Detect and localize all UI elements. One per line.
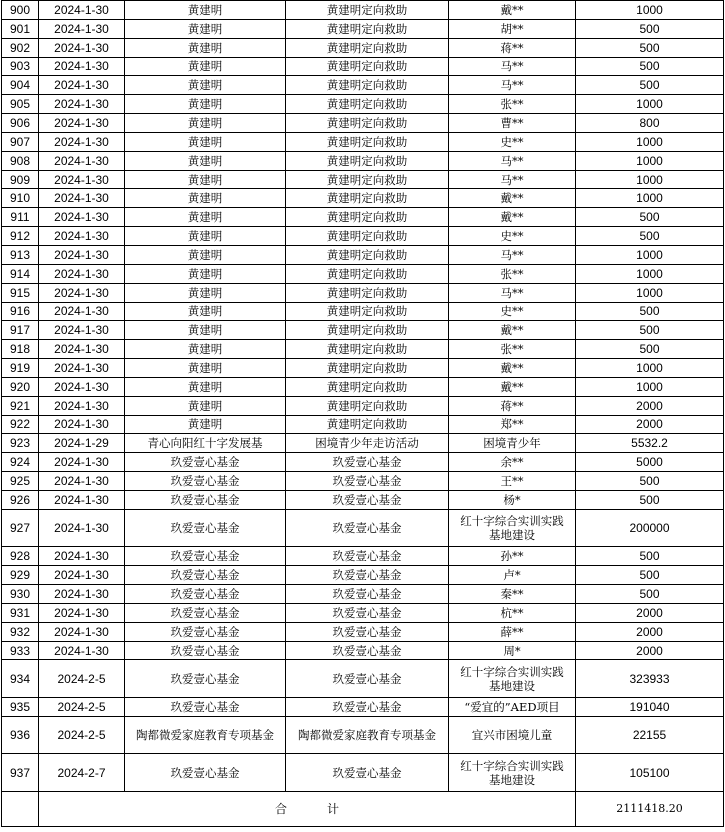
row-project: 黄建明定向救助 xyxy=(286,38,449,57)
row-organization: 黄建明 xyxy=(125,208,286,227)
row-number: 922 xyxy=(2,415,39,434)
row-organization: 黄建明 xyxy=(125,302,286,321)
row-amount: 105100 xyxy=(576,754,724,792)
row-amount: 500 xyxy=(576,227,724,246)
row-amount: 1000 xyxy=(576,359,724,378)
row-amount: 200000 xyxy=(576,509,724,547)
row-date: 2024-1-30 xyxy=(39,321,125,340)
table-row xyxy=(2,698,724,717)
row-project: 玖爱壹心基金 xyxy=(286,490,449,509)
row-number: 912 xyxy=(2,227,39,246)
table-row xyxy=(2,585,724,604)
row-organization: 黄建明 xyxy=(125,340,286,359)
table-row xyxy=(2,754,724,792)
table-row xyxy=(2,170,724,189)
row-organization: 黄建明 xyxy=(125,151,286,170)
row-organization: 黄建明 xyxy=(125,227,286,246)
row-organization: 黄建明 xyxy=(125,76,286,95)
row-recipient: 孙** xyxy=(449,547,576,566)
row-recipient: 红十字综合实训实践基地建设 xyxy=(449,754,576,792)
row-recipient: 王** xyxy=(449,472,576,491)
row-project: 玖爱壹心基金 xyxy=(286,547,449,566)
table-row xyxy=(2,1,724,20)
row-amount: 800 xyxy=(576,114,724,133)
row-project: 玖爱壹心基金 xyxy=(286,509,449,547)
row-organization: 黄建明 xyxy=(125,245,286,264)
row-date: 2024-1-30 xyxy=(39,340,125,359)
row-project: 黄建明定向救助 xyxy=(286,1,449,20)
row-recipient: 蒋** xyxy=(449,396,576,415)
row-project: 玖爱壹心基金 xyxy=(286,603,449,622)
row-date: 2024-1-30 xyxy=(39,566,125,585)
row-number: 907 xyxy=(2,132,39,151)
table-row xyxy=(2,227,724,246)
table-row xyxy=(2,340,724,359)
row-number: 929 xyxy=(2,566,39,585)
row-organization: 黄建明 xyxy=(125,264,286,283)
row-project: 黄建明定向救助 xyxy=(286,264,449,283)
row-number: 937 xyxy=(2,754,39,792)
table-row xyxy=(2,453,724,472)
row-recipient: 马** xyxy=(449,170,576,189)
total-blank-cell xyxy=(2,792,39,827)
row-project: 玖爱壹心基金 xyxy=(286,453,449,472)
row-amount: 500 xyxy=(576,38,724,57)
row-organization: 黄建明 xyxy=(125,377,286,396)
row-number: 903 xyxy=(2,57,39,76)
row-number: 926 xyxy=(2,490,39,509)
table-row xyxy=(2,509,724,547)
row-organization: 黄建明 xyxy=(125,57,286,76)
row-date: 2024-1-30 xyxy=(39,264,125,283)
row-date: 2024-1-30 xyxy=(39,114,125,133)
row-organization: 黄建明 xyxy=(125,38,286,57)
row-project: 黄建明定向救助 xyxy=(286,95,449,114)
total-label-b: 计 xyxy=(327,802,340,817)
row-amount: 5000 xyxy=(576,453,724,472)
row-amount: 2000 xyxy=(576,622,724,641)
row-project: 黄建明定向救助 xyxy=(286,170,449,189)
table-row xyxy=(2,415,724,434)
row-amount: 5532.2 xyxy=(576,434,724,453)
row-organization: 玖爱壹心基金 xyxy=(125,698,286,717)
row-project: 黄建明定向救助 xyxy=(286,151,449,170)
row-date: 2024-1-30 xyxy=(39,227,125,246)
row-date: 2024-1-29 xyxy=(39,434,125,453)
row-organization: 玖爱壹心基金 xyxy=(125,754,286,792)
row-project: 黄建明定向救助 xyxy=(286,283,449,302)
table-row xyxy=(2,302,724,321)
row-number: 908 xyxy=(2,151,39,170)
table-row xyxy=(2,641,724,660)
row-amount: 1000 xyxy=(576,189,724,208)
row-organization: 黄建明 xyxy=(125,19,286,38)
row-recipient: 张** xyxy=(449,264,576,283)
row-organization: 玖爱壹心基金 xyxy=(125,509,286,547)
row-project: 黄建明定向救助 xyxy=(286,189,449,208)
table-row xyxy=(2,490,724,509)
row-date: 2024-1-30 xyxy=(39,38,125,57)
table-row xyxy=(2,95,724,114)
row-number: 923 xyxy=(2,434,39,453)
row-project: 黄建明定向救助 xyxy=(286,114,449,133)
row-organization: 玖爱壹心基金 xyxy=(125,641,286,660)
row-number: 930 xyxy=(2,585,39,604)
row-number: 901 xyxy=(2,19,39,38)
row-recipient: 戴** xyxy=(449,321,576,340)
row-project: 黄建明定向救助 xyxy=(286,321,449,340)
row-organization: 黄建明 xyxy=(125,170,286,189)
row-date: 2024-2-5 xyxy=(39,698,125,717)
row-amount: 2000 xyxy=(576,396,724,415)
row-recipient: 郑** xyxy=(449,415,576,434)
row-recipient: 张** xyxy=(449,95,576,114)
table-row xyxy=(2,377,724,396)
row-amount: 500 xyxy=(576,76,724,95)
total-row xyxy=(2,792,724,827)
row-number: 934 xyxy=(2,660,39,698)
row-date: 2024-1-30 xyxy=(39,132,125,151)
row-organization: 黄建明 xyxy=(125,283,286,302)
row-amount: 2000 xyxy=(576,641,724,660)
row-number: 932 xyxy=(2,622,39,641)
row-number: 921 xyxy=(2,396,39,415)
row-date: 2024-1-30 xyxy=(39,302,125,321)
row-organization: 玖爱壹心基金 xyxy=(125,622,286,641)
row-recipient: 秦** xyxy=(449,585,576,604)
row-number: 933 xyxy=(2,641,39,660)
row-recipient: 史** xyxy=(449,302,576,321)
row-amount: 500 xyxy=(576,585,724,604)
row-project: 玖爱壹心基金 xyxy=(286,566,449,585)
row-recipient: 薛** xyxy=(449,622,576,641)
table-row xyxy=(2,547,724,566)
row-number: 906 xyxy=(2,114,39,133)
row-project: 黄建明定向救助 xyxy=(286,132,449,151)
row-date: 2024-1-30 xyxy=(39,641,125,660)
row-recipient: 戴** xyxy=(449,189,576,208)
row-project: 玖爱壹心基金 xyxy=(286,698,449,717)
row-amount: 1000 xyxy=(576,245,724,264)
row-number: 925 xyxy=(2,472,39,491)
row-number: 924 xyxy=(2,453,39,472)
row-project: 黄建明定向救助 xyxy=(286,227,449,246)
row-number: 918 xyxy=(2,340,39,359)
row-organization: 黄建明 xyxy=(125,1,286,20)
row-project: 黄建明定向救助 xyxy=(286,57,449,76)
row-recipient: 史** xyxy=(449,132,576,151)
row-recipient: 卢* xyxy=(449,566,576,585)
row-date: 2024-1-30 xyxy=(39,359,125,378)
row-date: 2024-1-30 xyxy=(39,245,125,264)
row-amount: 500 xyxy=(576,57,724,76)
row-date: 2024-1-30 xyxy=(39,208,125,227)
row-amount: 500 xyxy=(576,566,724,585)
row-recipient: 马** xyxy=(449,151,576,170)
row-amount: 1000 xyxy=(576,170,724,189)
row-recipient: 戴** xyxy=(449,1,576,20)
row-date: 2024-1-30 xyxy=(39,490,125,509)
row-number: 914 xyxy=(2,264,39,283)
row-organization: 黄建明 xyxy=(125,189,286,208)
row-date: 2024-1-30 xyxy=(39,396,125,415)
row-number: 936 xyxy=(2,716,39,754)
row-amount: 1000 xyxy=(576,132,724,151)
row-project: 玖爱壹心基金 xyxy=(286,472,449,491)
table-row xyxy=(2,603,724,622)
row-organization: 玖爱壹心基金 xyxy=(125,472,286,491)
table-body xyxy=(2,1,724,827)
row-amount: 500 xyxy=(576,321,724,340)
row-organization: 黄建明 xyxy=(125,132,286,151)
row-recipient: 马** xyxy=(449,76,576,95)
table-row xyxy=(2,245,724,264)
row-project: 玖爱壹心基金 xyxy=(286,641,449,660)
row-project: 黄建明定向救助 xyxy=(286,208,449,227)
row-number: 904 xyxy=(2,76,39,95)
row-organization: 黄建明 xyxy=(125,321,286,340)
row-project: 黄建明定向救助 xyxy=(286,76,449,95)
row-number: 916 xyxy=(2,302,39,321)
row-amount: 2000 xyxy=(576,415,724,434)
table-row xyxy=(2,208,724,227)
row-amount: 1000 xyxy=(576,151,724,170)
row-number: 911 xyxy=(2,208,39,227)
row-date: 2024-1-30 xyxy=(39,170,125,189)
row-organization: 黄建明 xyxy=(125,114,286,133)
row-amount: 191040 xyxy=(576,698,724,717)
row-amount: 500 xyxy=(576,302,724,321)
row-project: 玖爱壹心基金 xyxy=(286,660,449,698)
table-row xyxy=(2,189,724,208)
row-date: 2024-2-7 xyxy=(39,754,125,792)
row-date: 2024-2-5 xyxy=(39,660,125,698)
row-date: 2024-2-5 xyxy=(39,716,125,754)
row-recipient: “爱宜的”AED项目 xyxy=(449,698,576,717)
row-recipient: 张** xyxy=(449,340,576,359)
row-organization: 黄建明 xyxy=(125,95,286,114)
table-row xyxy=(2,622,724,641)
row-date: 2024-1-30 xyxy=(39,57,125,76)
row-recipient: 胡** xyxy=(449,19,576,38)
row-project: 玖爱壹心基金 xyxy=(286,754,449,792)
row-number: 935 xyxy=(2,698,39,717)
row-organization: 黄建明 xyxy=(125,415,286,434)
row-amount: 323933 xyxy=(576,660,724,698)
row-recipient: 杨* xyxy=(449,490,576,509)
row-amount: 2000 xyxy=(576,603,724,622)
row-amount: 22155 xyxy=(576,716,724,754)
table-row xyxy=(2,132,724,151)
row-number: 931 xyxy=(2,603,39,622)
row-recipient: 戴** xyxy=(449,377,576,396)
row-amount: 500 xyxy=(576,547,724,566)
row-organization: 玖爱壹心基金 xyxy=(125,547,286,566)
row-date: 2024-1-30 xyxy=(39,453,125,472)
row-number: 900 xyxy=(2,1,39,20)
row-organization: 陶都微爱家庭教育专项基金 xyxy=(125,716,286,754)
row-date: 2024-1-30 xyxy=(39,585,125,604)
row-date: 2024-1-30 xyxy=(39,1,125,20)
row-recipient: 红十字综合实训实践基地建设 xyxy=(449,509,576,547)
table-row xyxy=(2,57,724,76)
row-number: 915 xyxy=(2,283,39,302)
row-recipient: 戴** xyxy=(449,208,576,227)
row-amount: 1000 xyxy=(576,264,724,283)
row-project: 黄建明定向救助 xyxy=(286,377,449,396)
row-number: 927 xyxy=(2,509,39,547)
row-project: 玖爱壹心基金 xyxy=(286,622,449,641)
row-recipient: 马** xyxy=(449,57,576,76)
table-row xyxy=(2,283,724,302)
row-amount: 500 xyxy=(576,19,724,38)
row-project: 黄建明定向救助 xyxy=(286,415,449,434)
total-label-a: 合 xyxy=(274,802,287,817)
row-organization: 玖爱壹心基金 xyxy=(125,660,286,698)
total-amount: 2111418.20 xyxy=(576,792,724,827)
row-project: 黄建明定向救助 xyxy=(286,396,449,415)
donation-table xyxy=(1,0,724,827)
row-date: 2024-1-30 xyxy=(39,76,125,95)
table-row xyxy=(2,434,724,453)
row-amount: 1000 xyxy=(576,95,724,114)
row-date: 2024-1-30 xyxy=(39,547,125,566)
row-project: 黄建明定向救助 xyxy=(286,340,449,359)
row-number: 919 xyxy=(2,359,39,378)
table-row xyxy=(2,660,724,698)
row-recipient: 周* xyxy=(449,641,576,660)
table-row xyxy=(2,359,724,378)
table-row xyxy=(2,38,724,57)
table-row xyxy=(2,114,724,133)
row-recipient: 史** xyxy=(449,227,576,246)
row-amount: 500 xyxy=(576,340,724,359)
row-organization: 黄建明 xyxy=(125,396,286,415)
row-organization: 玖爱壹心基金 xyxy=(125,490,286,509)
row-recipient: 杭** xyxy=(449,603,576,622)
table-row xyxy=(2,566,724,585)
row-amount: 500 xyxy=(576,208,724,227)
row-date: 2024-1-30 xyxy=(39,415,125,434)
row-project: 黄建明定向救助 xyxy=(286,19,449,38)
table-row xyxy=(2,472,724,491)
row-organization: 玖爱壹心基金 xyxy=(125,603,286,622)
row-date: 2024-1-30 xyxy=(39,472,125,491)
row-number: 902 xyxy=(2,38,39,57)
row-recipient: 戴** xyxy=(449,359,576,378)
row-project: 困境青少年走访活动 xyxy=(286,434,449,453)
row-date: 2024-1-30 xyxy=(39,377,125,396)
row-project: 玖爱壹心基金 xyxy=(286,585,449,604)
row-number: 920 xyxy=(2,377,39,396)
row-date: 2024-1-30 xyxy=(39,189,125,208)
row-number: 917 xyxy=(2,321,39,340)
row-project: 黄建明定向救助 xyxy=(286,302,449,321)
row-recipient: 马** xyxy=(449,283,576,302)
row-date: 2024-1-30 xyxy=(39,95,125,114)
row-amount: 500 xyxy=(576,490,724,509)
row-recipient: 蒋** xyxy=(449,38,576,57)
row-project: 黄建明定向救助 xyxy=(286,359,449,378)
row-project: 陶都微爱家庭教育专项基金 xyxy=(286,716,449,754)
table-row xyxy=(2,264,724,283)
row-organization: 玖爱壹心基金 xyxy=(125,453,286,472)
table-row xyxy=(2,76,724,95)
row-recipient: 困境青少年 xyxy=(449,434,576,453)
row-number: 909 xyxy=(2,170,39,189)
row-number: 928 xyxy=(2,547,39,566)
row-amount: 1000 xyxy=(576,377,724,396)
row-number: 910 xyxy=(2,189,39,208)
table-row xyxy=(2,321,724,340)
row-amount: 1000 xyxy=(576,283,724,302)
total-label xyxy=(39,792,576,827)
row-recipient: 马** xyxy=(449,245,576,264)
row-organization: 青心向阳红十字发展基 xyxy=(125,434,286,453)
row-date: 2024-1-30 xyxy=(39,283,125,302)
row-date: 2024-1-30 xyxy=(39,19,125,38)
table-row xyxy=(2,19,724,38)
row-amount: 500 xyxy=(576,472,724,491)
row-amount: 1000 xyxy=(576,1,724,20)
table-row xyxy=(2,396,724,415)
row-recipient: 曹** xyxy=(449,114,576,133)
row-organization: 玖爱壹心基金 xyxy=(125,566,286,585)
row-number: 913 xyxy=(2,245,39,264)
row-recipient: 余** xyxy=(449,453,576,472)
row-recipient: 红十字综合实训实践基地建设 xyxy=(449,660,576,698)
row-date: 2024-1-30 xyxy=(39,151,125,170)
row-project: 黄建明定向救助 xyxy=(286,245,449,264)
table-row xyxy=(2,151,724,170)
row-recipient: 宜兴市困境儿童 xyxy=(449,716,576,754)
row-date: 2024-1-30 xyxy=(39,509,125,547)
row-date: 2024-1-30 xyxy=(39,622,125,641)
table-row xyxy=(2,716,724,754)
row-organization: 玖爱壹心基金 xyxy=(125,585,286,604)
row-organization: 黄建明 xyxy=(125,359,286,378)
row-date: 2024-1-30 xyxy=(39,603,125,622)
row-number: 905 xyxy=(2,95,39,114)
